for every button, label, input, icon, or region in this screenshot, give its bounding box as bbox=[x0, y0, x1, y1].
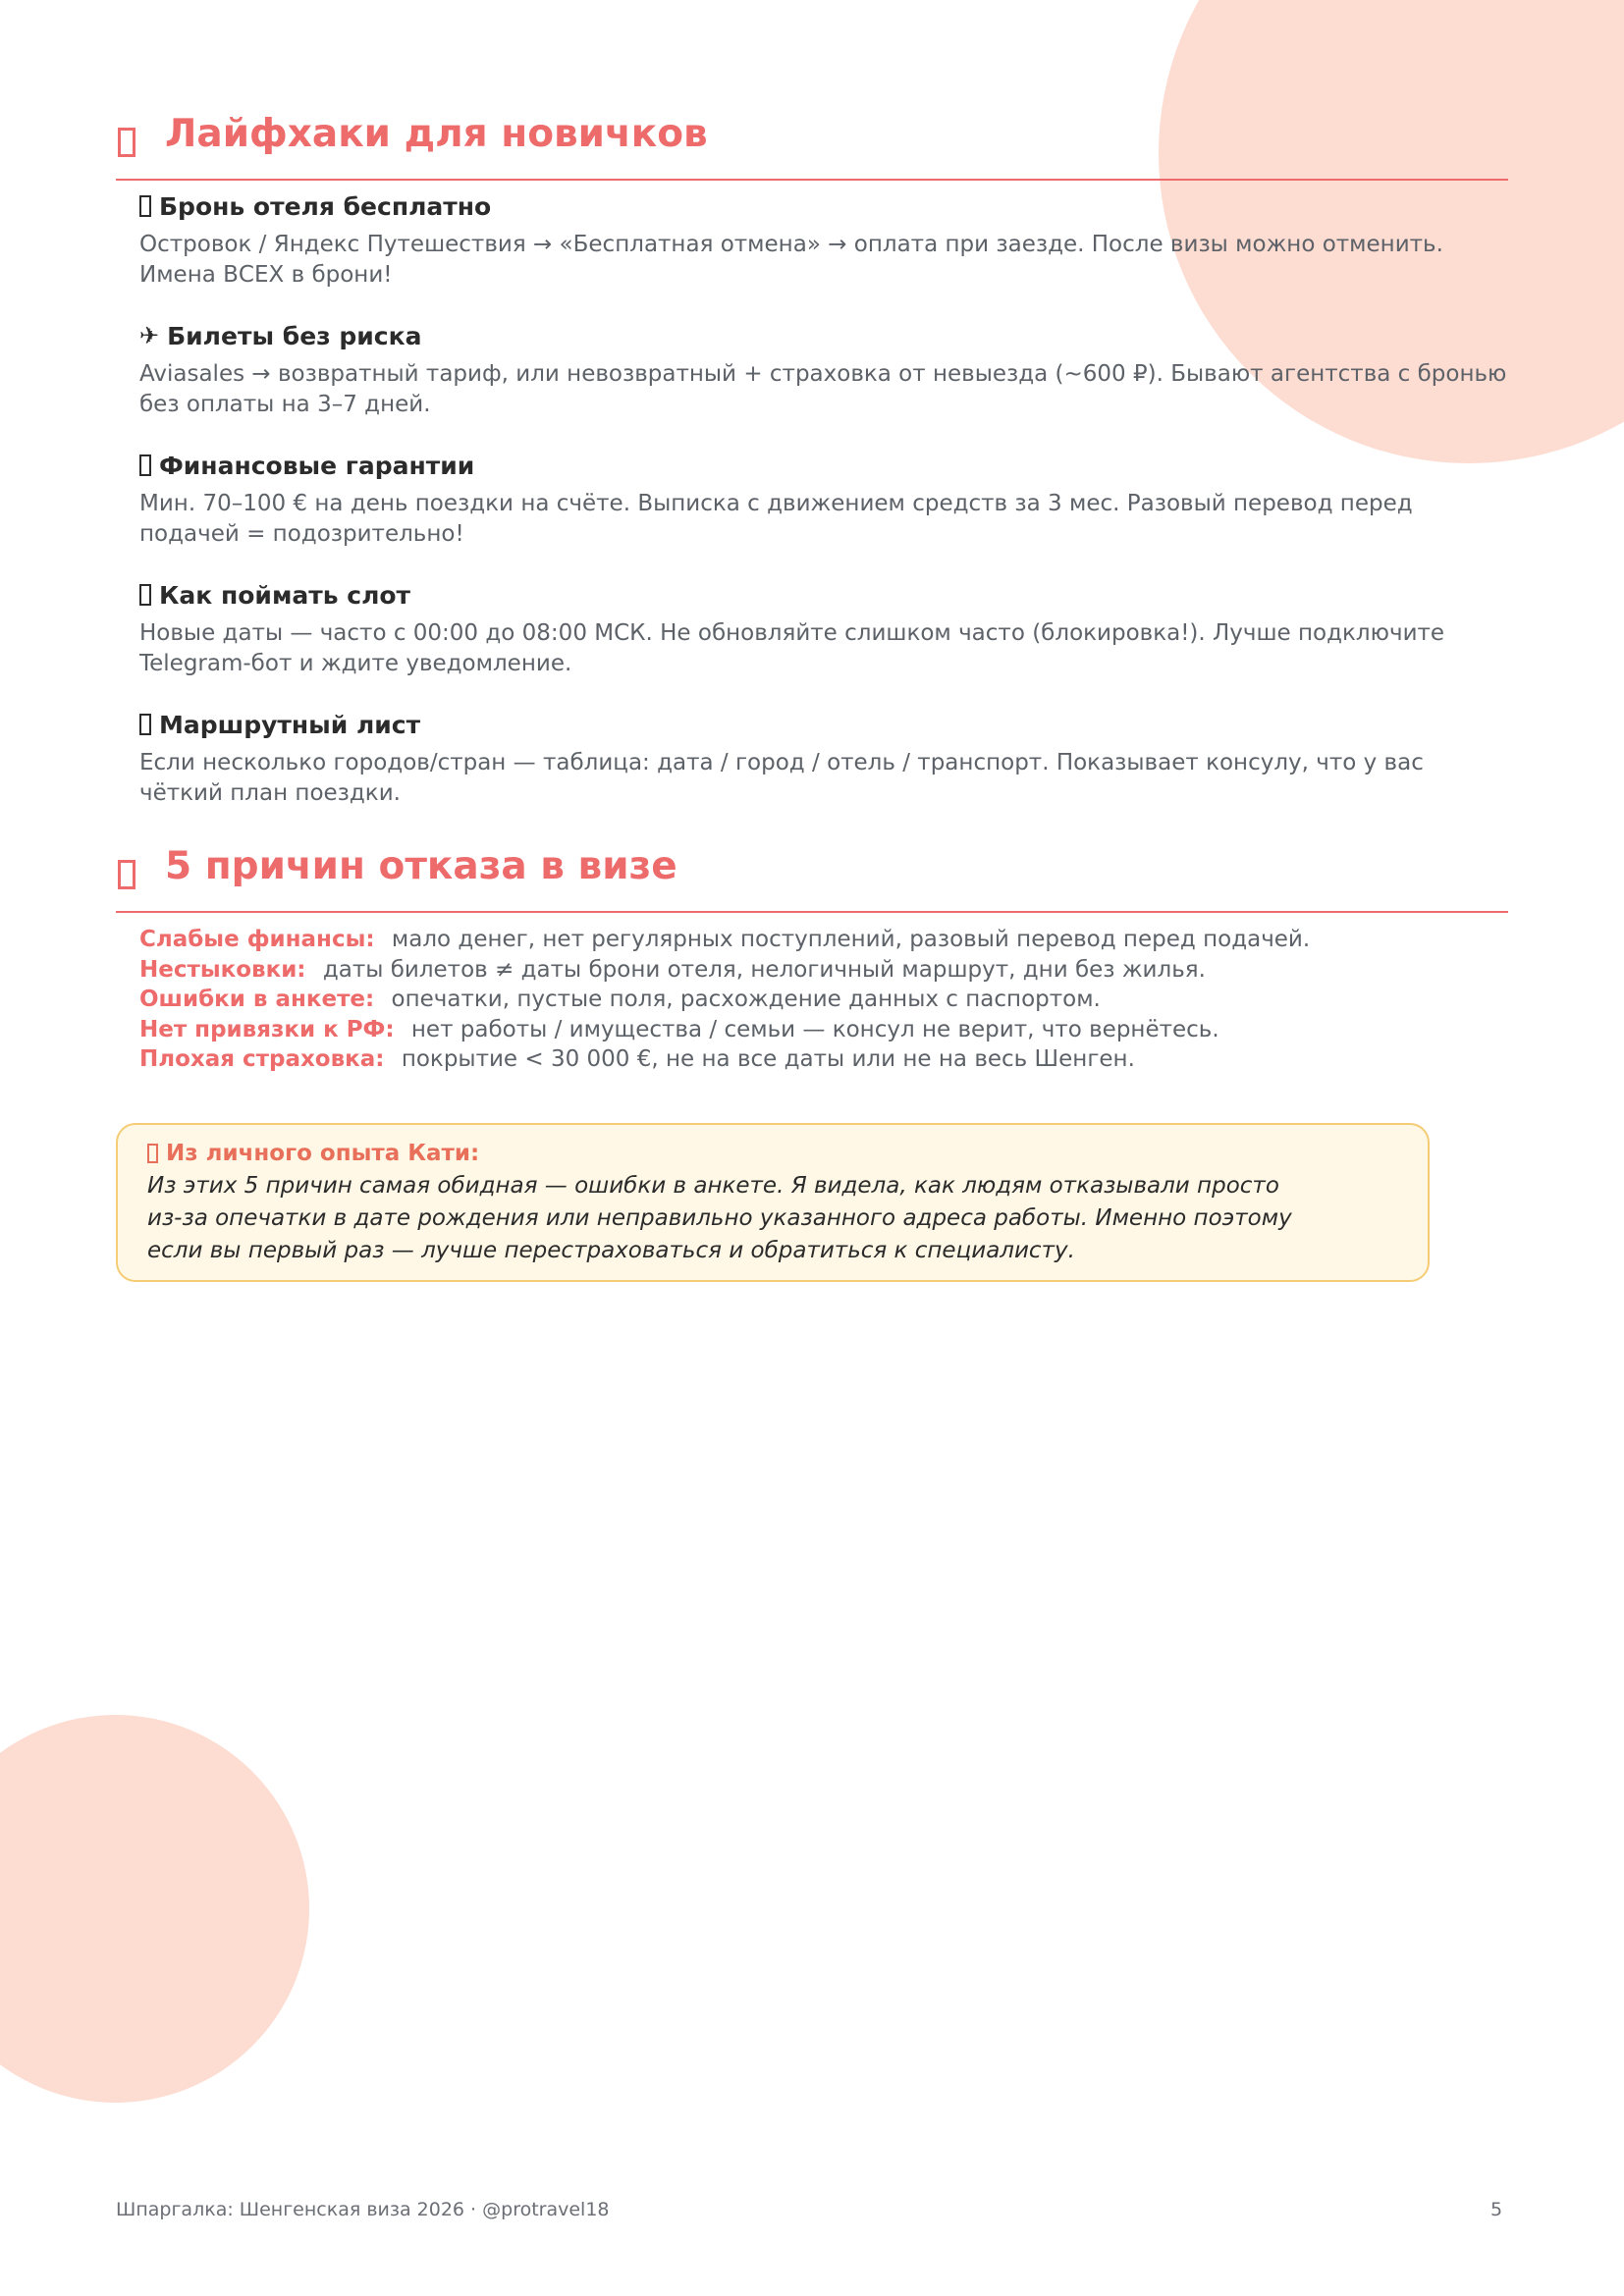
tip-title: Финансовые гарантии bbox=[159, 451, 475, 480]
tip-item bbox=[139, 707, 1514, 809]
personal-experience-note bbox=[116, 1123, 1430, 1282]
reason-item bbox=[139, 955, 1514, 986]
airplane-icon: ✈ bbox=[139, 322, 160, 349]
tip-body: Мин. 70–100 € на день поездки на счёте. Выписка с движением средств за 3 мес. Разовый перевод перед подачей = подозрительно! bbox=[139, 491, 1413, 547]
tip-item bbox=[139, 577, 1514, 679]
section-title-refusals: 5 причин отказа в визе bbox=[165, 844, 677, 888]
section-header-lifehacks bbox=[116, 98, 1508, 181]
tip-item bbox=[139, 318, 1514, 420]
square-icon bbox=[139, 195, 151, 217]
square-icon bbox=[139, 714, 151, 735]
reason-key: Нестыковки: bbox=[139, 956, 306, 983]
reason-key: Плохая страховка: bbox=[139, 1046, 385, 1072]
reason-item bbox=[139, 1015, 1514, 1045]
reason-value: опечатки, пустые поля, расхождение данных с паспортом. bbox=[391, 987, 1101, 1012]
reason-item bbox=[139, 1044, 1514, 1075]
tip-title: Бронь отеля бесплатно bbox=[159, 191, 492, 221]
note-line: из-за опечатки в дате рождения или неправильно указанного адреса работы. Именно поэтому bbox=[147, 1205, 1292, 1231]
tip-title: Как поймать слот bbox=[159, 580, 411, 610]
note-title: Из личного опыта Кати: bbox=[166, 1141, 480, 1166]
note-body bbox=[147, 1170, 1398, 1267]
section-icon bbox=[118, 860, 135, 889]
square-icon bbox=[139, 584, 151, 606]
refusal-reasons-list bbox=[139, 925, 1514, 1075]
page-number: 5 bbox=[1490, 2199, 1503, 2220]
square-icon bbox=[147, 1144, 158, 1163]
section-title-lifehacks: Лайфхаки для новичков bbox=[165, 112, 708, 156]
reason-value: покрытие < 30 000 €, не на все даты или не на весь Шенген. bbox=[401, 1046, 1135, 1072]
tip-title: Билеты без риска bbox=[167, 321, 422, 350]
reason-item bbox=[139, 985, 1514, 1015]
reason-item bbox=[139, 925, 1514, 955]
reason-key: Ошибки в анкете: bbox=[139, 987, 375, 1012]
tip-body: Островок / Яндекс Путешествия → «Бесплатная отмена» → оплата при заезде. После визы можно отменить. Имена ВСЕХ в брони! bbox=[139, 232, 1443, 288]
tip-body: Новые даты — часто с 00:00 до 08:00 МСК. Не обновляйте слишком часто (блокировка!). Лучше подключите Telegram-бот и ждите уведомление. bbox=[139, 620, 1445, 676]
reason-key: Нет привязки к РФ: bbox=[139, 1016, 395, 1042]
reason-value: мало денег, нет регулярных поступлений, разовый перевод перед подачей. bbox=[391, 927, 1311, 952]
decorative-circle-bottom bbox=[0, 1715, 309, 2103]
tip-item bbox=[139, 188, 1514, 291]
tip-title: Маршрутный лист bbox=[159, 710, 421, 739]
tip-item bbox=[139, 448, 1514, 550]
note-line: если вы первый раз — лучше перестраховаться и обратиться к специалисту. bbox=[147, 1238, 1075, 1263]
section-header-refusals bbox=[116, 830, 1508, 913]
reason-key: Слабые финансы: bbox=[139, 927, 375, 952]
square-icon bbox=[139, 454, 151, 476]
tips-list bbox=[139, 188, 1514, 836]
reason-value: даты билетов ≠ даты брони отеля, нелогичный маршрут, дни без жилья. bbox=[322, 956, 1206, 983]
footer-text: Шпаргалка: Шенгенская виза 2026 · @protravel18 bbox=[116, 2199, 610, 2220]
tip-body: Если несколько городов/стран — таблица: дата / город / отель / транспорт. Показывает консулу, что у вас чёткий план поездки. bbox=[139, 750, 1424, 806]
tip-body: Aviasales → возвратный тариф, или невозвратный + страховка от невыезда (~600 ₽). Бывают агентства с бронью без оплаты на 3–7 дней. bbox=[139, 361, 1507, 417]
note-line: Из этих 5 причин самая обидная — ошибки в анкете. Я видела, как людям отказывали просто bbox=[147, 1173, 1279, 1199]
reason-value: нет работы / имущества / семьи — консул не верит, что вернётесь. bbox=[410, 1016, 1219, 1042]
section-icon bbox=[118, 128, 135, 157]
